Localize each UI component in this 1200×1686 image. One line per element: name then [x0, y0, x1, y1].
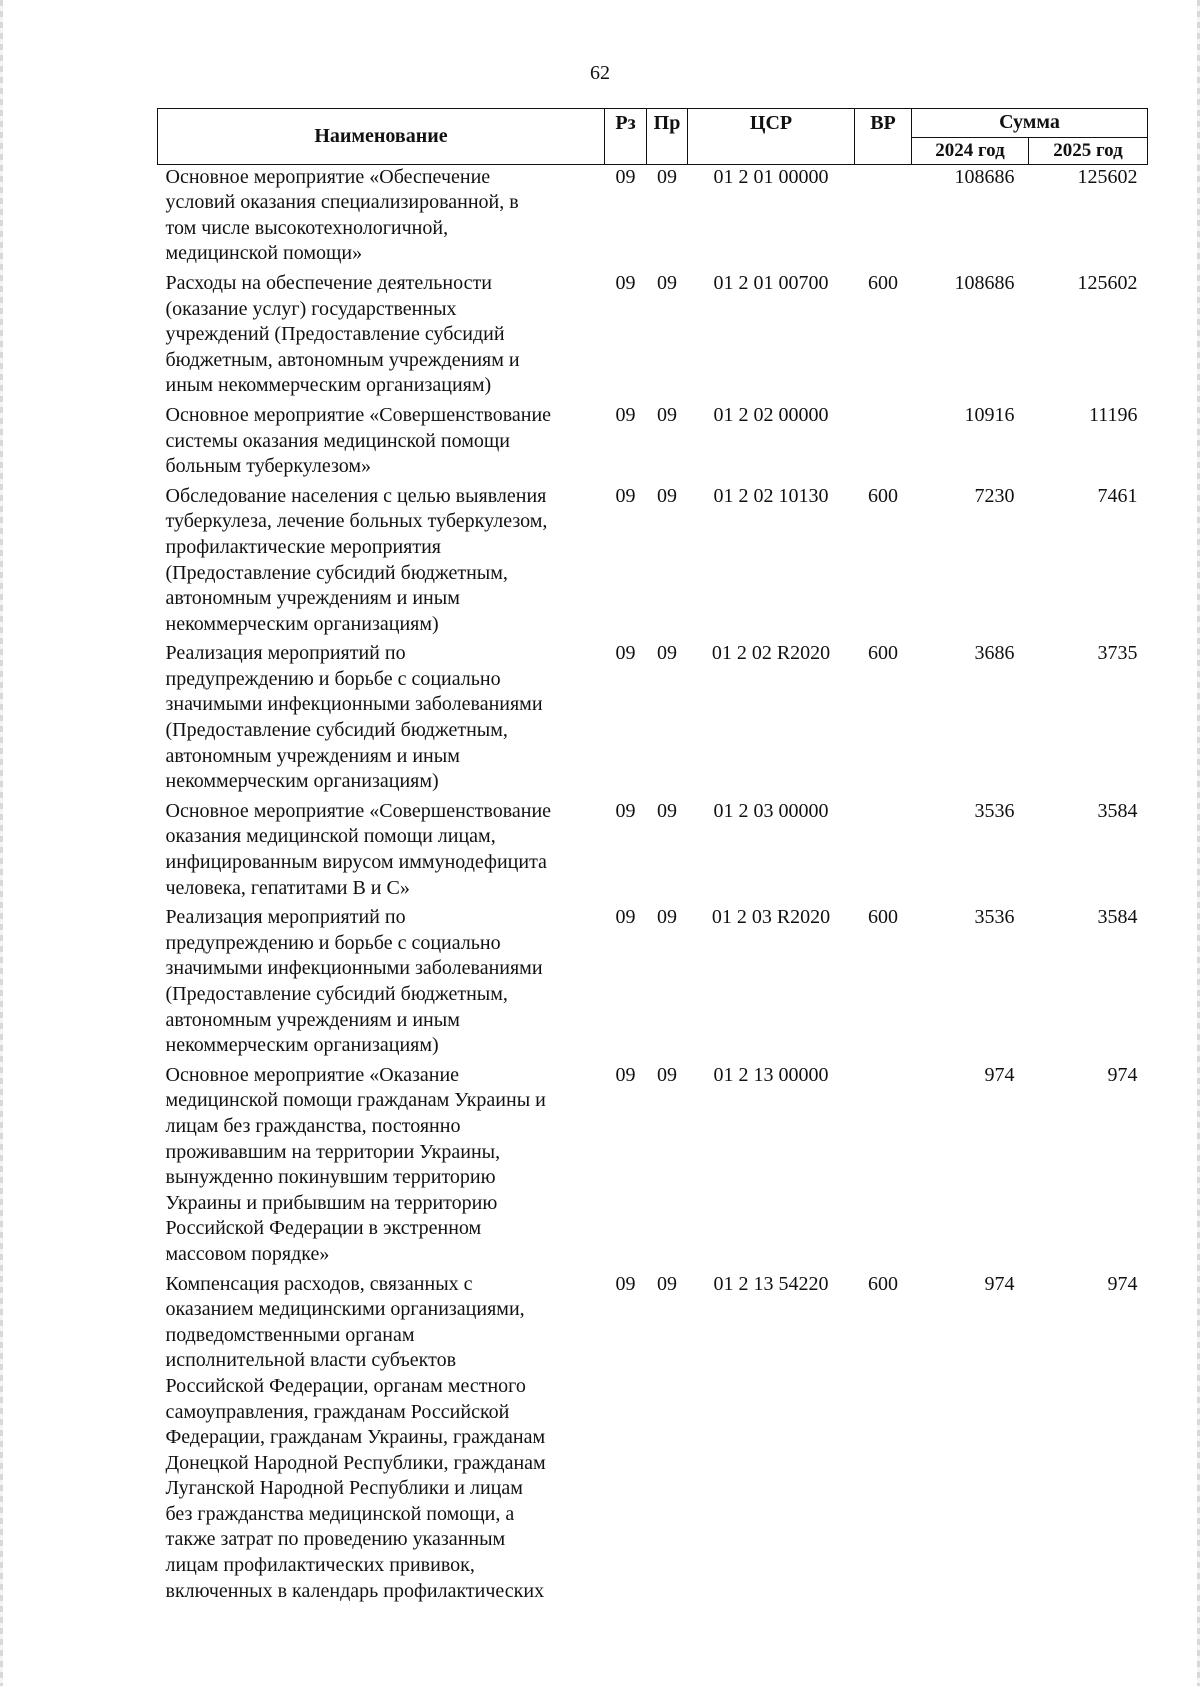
row-name-line: предупреждению и борьбе с социально: [165, 667, 501, 690]
table-row: [158, 637, 1148, 795]
row-name-line: том числе высокотехнологичной,: [165, 216, 449, 239]
row-pr: 09: [657, 165, 677, 188]
row-rz: 09: [615, 642, 636, 665]
row-sum-2025: 974: [1107, 1063, 1138, 1086]
row-rz: 09: [615, 484, 636, 507]
header-sum: Сумма: [912, 109, 1148, 138]
header-vr: ВР: [855, 109, 912, 165]
row-sum-2025: 7461: [1097, 484, 1138, 507]
row-name-line: Основное мероприятие «Совершенствование: [165, 799, 552, 822]
row-csr: 01 2 13 00000: [713, 1063, 829, 1086]
table-row: [158, 795, 1148, 901]
row-sum-2025: 3735: [1097, 642, 1138, 665]
table-row: [158, 164, 1148, 267]
row-pr: 09: [657, 271, 677, 294]
row-sum-2024: 108686: [954, 165, 1015, 188]
row-pr: 09: [657, 1063, 677, 1086]
row-csr: 01 2 13 54220: [713, 1272, 829, 1295]
row-sum-2024: 7230: [974, 484, 1015, 507]
row-name-line: самоуправления, гражданам Российской: [165, 1400, 510, 1423]
row-name-line: Основное мероприятие «Совершенствование: [165, 403, 552, 426]
row-name-line: (Предоставление субсидий бюджетным,: [165, 561, 508, 584]
row-name-line: автономным учреждениям и иным: [165, 1008, 460, 1031]
row-csr: 01 2 02 R2020: [711, 642, 831, 665]
row-rz: 09: [615, 1063, 636, 1086]
table-body: [158, 164, 1148, 1604]
row-vr: 600: [868, 484, 898, 507]
row-name-line: Основное мероприятие «Оказание: [165, 1063, 460, 1086]
row-name-line: туберкулеза, лечение больных туберкулезом,: [165, 510, 548, 533]
row-name-line: Основное мероприятие «Обеспечение: [165, 165, 491, 188]
row-name-line: некоммерческим организациям): [165, 1034, 439, 1057]
row-name-line: иным некоммерческим организациям): [165, 374, 492, 397]
row-vr: [855, 399, 912, 480]
table-header: [158, 109, 1148, 165]
header-rz: Рз: [605, 109, 647, 165]
row-rz: 09: [615, 271, 636, 294]
row-vr: [855, 1059, 912, 1268]
row-name-line: (оказание услуг) государственных: [165, 297, 457, 320]
row-name-line: также затрат по проведению указанным: [165, 1528, 506, 1551]
row-name-line: больным туберкулезом»: [165, 455, 372, 478]
row-name-line: включенных в календарь профилактических: [165, 1579, 545, 1602]
header-pr: Пр: [647, 109, 688, 165]
row-name-line: Донецкой Народной Республики, гражданам: [165, 1451, 546, 1474]
row-name: [158, 795, 605, 901]
row-name-line: массовом порядке»: [165, 1242, 330, 1265]
row-name-line: оказанием медицинскими организациями,: [165, 1298, 525, 1321]
row-vr: [855, 795, 912, 901]
row-rz: 09: [615, 906, 636, 929]
row-name-line: (Предоставление субсидий бюджетным,: [165, 719, 508, 742]
row-rz: 09: [615, 403, 636, 426]
row-name-line: Федерации, гражданам Украины, гражданам: [165, 1426, 546, 1449]
row-rz: 09: [615, 165, 636, 188]
row-csr: 01 2 01 00000: [713, 165, 829, 188]
row-name-line: Компенсация расходов, связанных с: [165, 1272, 473, 1295]
row-pr: 09: [657, 484, 677, 507]
row-sum-2024: 3536: [974, 906, 1015, 929]
row-name-line: автономным учреждениям и иным: [165, 587, 460, 610]
row-pr: 09: [657, 906, 677, 929]
header-name: Наименование: [158, 109, 605, 165]
header-year-2025: 2025 год: [1029, 138, 1148, 165]
row-pr: 09: [657, 799, 677, 822]
row-sum-2025: 11196: [1089, 403, 1138, 426]
row-vr: 600: [868, 271, 898, 294]
row-name-line: значимыми инфекционными заболеваниями: [165, 693, 543, 716]
table-row: [158, 267, 1148, 399]
row-name-line: проживавшим на территории Украины,: [165, 1140, 501, 1163]
row-pr: 09: [657, 403, 677, 426]
row-name-line: учреждений (Предоставление субсидий: [165, 323, 505, 346]
row-name-line: исполнительной власти субъектов: [165, 1349, 457, 1372]
row-name-line: человека, гепатитами В и С»: [165, 876, 410, 899]
row-csr: 01 2 03 00000: [713, 799, 829, 822]
table-row: [158, 901, 1148, 1059]
row-name-line: без гражданства медицинской помощи, а: [165, 1502, 515, 1525]
page-number: 62: [590, 62, 610, 84]
row-name-line: Реализация мероприятий по: [165, 642, 406, 665]
row-pr: 09: [657, 642, 677, 665]
row-name-line: некоммерческим организациям): [165, 770, 439, 793]
row-name-line: лицам без гражданства, постоянно: [165, 1114, 461, 1137]
row-name: [158, 267, 605, 399]
row-name-line: бюджетным, автономным учреждениям и: [165, 348, 520, 371]
scan-left-edge: [0, 0, 3, 1686]
row-name: [158, 399, 605, 480]
row-name-line: подведомственными органам: [165, 1323, 415, 1346]
row-name: [158, 637, 605, 795]
row-name-line: инфицированным вирусом иммунодефицита: [165, 851, 547, 874]
table-row: [158, 1268, 1148, 1605]
row-name-line: Российской Федерации в экстренном: [165, 1217, 482, 1240]
row-name-line: Реализация мероприятий по: [165, 906, 406, 929]
row-sum-2025: 3584: [1097, 906, 1138, 929]
row-name-line: Обследование населения с целью выявления: [165, 484, 547, 507]
row-vr: 600: [868, 1272, 898, 1295]
row-name-line: вынужденно покинувшим территорию: [165, 1166, 496, 1189]
row-sum-2024: 10916: [964, 403, 1015, 426]
row-sum-2024: 108686: [954, 271, 1015, 294]
row-name-line: автономным учреждениям и иным: [165, 744, 460, 767]
row-name: [158, 1268, 605, 1605]
row-sum-2024: 974: [984, 1272, 1015, 1295]
row-vr: [855, 164, 912, 267]
row-name-line: системы оказания медицинской помощи: [165, 429, 510, 452]
row-name-line: медицинской помощи»: [165, 242, 363, 265]
row-name-line: (Предоставление субсидий бюджетным,: [165, 983, 508, 1005]
table-row: [158, 1059, 1148, 1268]
row-pr: 09: [657, 1272, 677, 1295]
row-name: [158, 1059, 605, 1268]
row-name-line: медицинской помощи гражданам Украины и: [165, 1089, 546, 1112]
row-sum-2025: 3584: [1097, 799, 1138, 822]
row-name-line: Российской Федерации, органам местного: [165, 1374, 526, 1397]
row-name-line: Луганской Народной Республики и лицам: [165, 1477, 523, 1500]
row-name-line: Украины и прибывшим на территорию: [165, 1191, 498, 1214]
row-sum-2025: 125602: [1077, 165, 1138, 188]
row-name: [158, 901, 605, 1059]
row-rz: 09: [615, 1272, 636, 1295]
row-rz: 09: [615, 799, 636, 822]
table-row: [158, 480, 1148, 638]
row-name-line: некоммерческим организациям): [165, 612, 439, 635]
row-name: [158, 480, 605, 638]
row-sum-2024: 974: [984, 1063, 1015, 1086]
row-name-line: оказания медицинской помощи лицам,: [165, 825, 496, 848]
row-vr: 600: [868, 906, 898, 929]
row-name: [158, 164, 605, 267]
row-name-line: лицам профилактических прививок,: [165, 1554, 475, 1577]
budget-table: [157, 108, 1148, 1604]
row-csr: 01 2 01 00700: [713, 271, 829, 294]
row-sum-2024: 3536: [974, 799, 1015, 822]
row-vr: 600: [868, 642, 898, 665]
row-sum-2025: 125602: [1077, 271, 1138, 294]
row-name-line: профилактические мероприятия: [165, 535, 442, 558]
row-csr: 01 2 02 10130: [713, 484, 829, 507]
row-csr: 01 2 03 R2020: [711, 906, 831, 929]
row-name-line: значимыми инфекционными заболеваниями: [165, 957, 543, 980]
row-csr: 01 2 02 00000: [713, 403, 829, 426]
row-sum-2024: 3686: [974, 642, 1015, 665]
row-name-line: предупреждению и борьбе с социально: [165, 931, 501, 954]
table-row: [158, 399, 1148, 480]
row-name-line: условий оказания специализированной, в: [165, 191, 519, 214]
row-sum-2025: 974: [1107, 1272, 1138, 1295]
header-year-2024: 2024 год: [912, 138, 1029, 165]
row-name-line: Расходы на обеспечение деятельности: [165, 271, 492, 294]
header-csr: ЦСР: [688, 109, 855, 165]
